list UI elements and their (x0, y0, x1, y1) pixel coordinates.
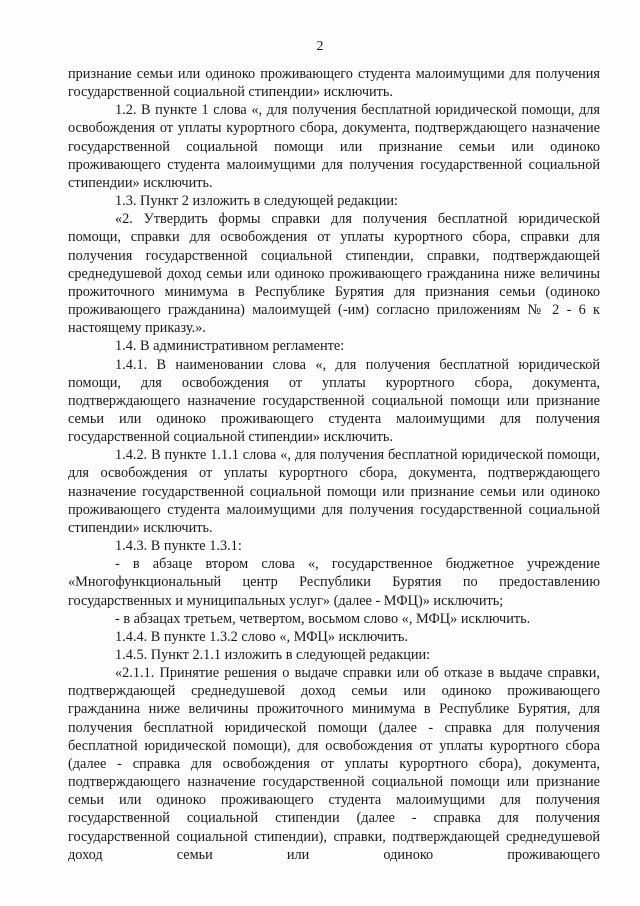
paragraph: признание семьи или одиноко проживающего студента малоимущими для получения государственной социальной стипендии» исключить. (68, 66, 600, 101)
paragraph: 1.4. В административном регламенте: (115, 338, 345, 355)
page-number: 2 (316, 39, 324, 54)
document-body (68, 65, 600, 864)
paragraph: «2. Утвердить формы справки для получения бесплатной юридической помощи, справки для освобождения от уплаты курортного сбора, справки для получения государственной социальной стипендии, справки, подтверждающей среднедушевой доход семьи или одиноко проживающего гражданина ниже величины прожиточного минимума в Республике Бурятия для признания семьи (одиноко проживающего гражданина) малоимущей (-им) согласно приложениям № 2 - 6 к настоящему приказу.». (68, 211, 600, 337)
paragraph: - в абзаце втором слова «, государственное бюджетное учреждение «Многофункциональный центр Республики Бурятия по предоставлению государственных и муниципальных услуг» (далее - МФЦ)» исключить; (68, 556, 600, 609)
paragraph: - в абзацах третьем, четвертом, восьмом слово «, МФЦ» исключить. (115, 610, 531, 627)
paragraph: 1.4.1. В наименовании слова «, для получения бесплатной юридической помощи, для освобождения от уплаты курортного сбора, документа, подтверждающего назначение государственной социальной помощи или признание семьи или одиноко проживающего студента малоимущими для получения государственной социальной стипендии» исключить. (68, 356, 600, 446)
paragraph: 1.2. В пункте 1 слова «, для получения бесплатной юридической помощи, для освобождения от уплаты курортного сбора, документа, подтверждающего назначение государственной социальной помощи или признание семьи или одиноко проживающего студента малоимущими для получения государственной социальной стипендии» исключить. (68, 102, 600, 191)
paragraph: 1.4.2. В пункте 1.1.1 слова «, для получения бесплатной юридической помощи, для освобождения от уплаты курортного сбора, документа, подтверждающего назначение государственной социальной помощи или признание семьи или одиноко проживающего студента малоимущими для получения государственной социальной стипендии» исключить. (68, 447, 600, 536)
paragraph: «2.1.1. Принятие решения о выдаче справки или об отказе в выдаче справки, подтверждающей среднедушевой доход семьи или одиноко проживающего гражданина ниже величины прожиточного минимума в Республике Бурятия, для получения бесплатной юридической помощи (далее - справка для получения бесплатной юридической помощи), для освобождения от уплаты курортного сбора (далее - справка для освобождения от уплаты курортного сбора), документа, подтверждающего назначение государственной социальной помощи или признание семьи или одиноко проживающего студента малоимущими для получения государственной социальной стипендии (далее - справка для получения государственной социальной стипендии), справки, подтверждающей среднедушевой доход семьи или одиноко проживающего (68, 665, 600, 863)
paragraph: 1.4.3. В пункте 1.3.1: (115, 538, 242, 555)
paragraph: 1.3. Пункт 2 изложить в следующей редакции: (115, 193, 398, 210)
paragraph: 1.4.5. Пункт 2.1.1 изложить в следующей редакции: (115, 647, 431, 663)
paragraph: 1.4.4. В пункте 1.3.2 слово «, МФЦ» исключить. (115, 628, 408, 645)
